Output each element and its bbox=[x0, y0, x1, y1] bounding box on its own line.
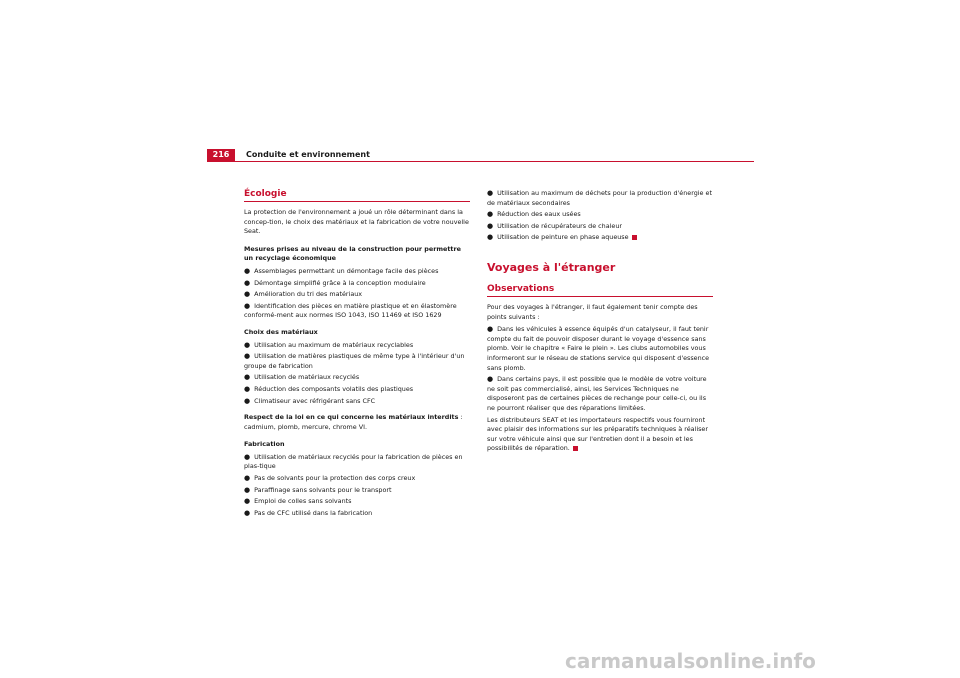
right-column bbox=[487, 189, 713, 457]
list-item: ● Réduction des eaux usées bbox=[487, 210, 581, 219]
bullet-icon: ● bbox=[244, 278, 251, 287]
chapter-header-title: Conduite et environnement bbox=[246, 150, 370, 159]
list-item: ● Assemblages permettant un démontage facile des pièces bbox=[244, 266, 439, 275]
bullet-icon: ● bbox=[244, 508, 251, 517]
bullet-icon: ● bbox=[244, 352, 251, 361]
bullet-icon: ● bbox=[487, 375, 494, 384]
bullet-icon: ● bbox=[244, 301, 251, 310]
list-item: ● Dans certains pays, il est possible que le modèle de votre voiture ne soit pas commercialisé, ainsi, les Services Techniques ne disposeront pas de certaines pièces de rechange pour celle-ci, ou ils ne pourront réaliser que des réparations limitées. bbox=[487, 375, 707, 412]
list-item: ● Utilisation au maximum de matériaux recyclables bbox=[244, 340, 414, 349]
bullet-icon: ● bbox=[244, 290, 251, 299]
list-item: ● Utilisation de matières plastiques de même type à l'intérieur d'un groupe de fabrication bbox=[244, 352, 465, 370]
list-item: ● Démontage simplifié grâce à la conception modulaire bbox=[244, 278, 426, 287]
respect-paragraph: Respect de la loi en ce qui concerne les matériaux interdits : cadmium, plomb, mercure, chrome VI. bbox=[244, 413, 463, 431]
list-item: ● Utilisation au maximum de déchets pour la production d'énergie et de matériaux secondaires bbox=[487, 189, 712, 207]
section-title-observations: Observations bbox=[487, 284, 713, 297]
bullet-icon: ● bbox=[244, 474, 251, 483]
list-item: ● Utilisation de matériaux recyclés bbox=[244, 373, 360, 382]
bullet-icon: ● bbox=[487, 189, 494, 197]
list-item: ● Utilisation de peinture en phase aqueuse bbox=[487, 233, 713, 243]
bullet-icon: ● bbox=[244, 485, 251, 494]
chapter-title-voyages: Voyages à l'étranger bbox=[487, 260, 616, 274]
group3-heading: Fabrication bbox=[244, 440, 285, 449]
bullet-icon: ● bbox=[487, 325, 494, 334]
watermark-text: carmanualsonline.info bbox=[565, 649, 816, 673]
list-item: ● Emploi de colles sans solvants bbox=[244, 497, 352, 506]
closing-paragraph: Les distributeurs SEAT et les importateurs respectifs vous fourniront avec plaisir des informations sur les préparatifs techniques à réaliser sur votre véhicule ainsi que sur l'entretien dont il a besoin et les possibilités de réparation. bbox=[487, 415, 708, 453]
bullet-icon: ● bbox=[244, 266, 251, 275]
bullet-icon: ● bbox=[487, 221, 494, 230]
section-end-icon bbox=[573, 446, 578, 451]
list-item: ● Réduction des composants volatils des plastiques bbox=[244, 384, 414, 393]
list-item: ● Climatiseur avec réfrigérant sans CFC bbox=[244, 396, 376, 405]
group2-heading: Choix des matériaux bbox=[244, 327, 318, 336]
bullet-icon: ● bbox=[244, 373, 251, 382]
bullet-icon: ● bbox=[244, 340, 251, 349]
bullet-icon: ● bbox=[487, 210, 494, 219]
left-column bbox=[244, 189, 470, 520]
list-item: ● Utilisation de matériaux recyclés pour la fabrication de pièces en plas-tique bbox=[244, 452, 463, 471]
bullet-icon: ● bbox=[244, 452, 251, 461]
page-number-tab: 216 bbox=[207, 149, 235, 161]
list-item: ● Dans les véhicules à essence équipés d'un catalyseur, il faut tenir compte du fait de pouvoir disposer durant le voyage d'essence sans plomb. Voir le chapitre « Faire le plein ». Les clubs automobiles vous informeront sur le réseau de stations service qui disposent d'essence sans plomb. bbox=[487, 325, 710, 372]
list-item: ● Amélioration du tri des matériaux bbox=[244, 290, 363, 299]
list-item: ● Utilisation de récupérateurs de chaleur bbox=[487, 221, 623, 230]
list-item: ● Paraffinage sans solvants pour le transport bbox=[244, 485, 392, 494]
bullet-icon: ● bbox=[244, 497, 251, 506]
intro-paragraph: La protection de l'environnement a joué un rôle déterminant dans la concep-tion, le choix des matériaux et la fabrication de votre nouvelle Seat. bbox=[244, 208, 469, 236]
group1-heading: Mesures prises au niveau de la construction pour permettre un recyclage économique bbox=[244, 244, 461, 263]
section-end-icon bbox=[632, 235, 637, 240]
bullet-icon: ● bbox=[487, 233, 494, 242]
bullet-icon: ● bbox=[244, 396, 251, 405]
list-item: ● Pas de CFC utilisé dans la fabrication bbox=[244, 508, 373, 517]
section-title-ecologie: Écologie bbox=[244, 189, 470, 202]
observations-intro: Pour des voyages à l'étranger, il faut également tenir compte des points suivants : bbox=[487, 302, 698, 321]
bullet-icon: ● bbox=[244, 384, 251, 393]
list-item: ● Identification des pièces en matière plastique et en élastomère conformé-ment aux normes ISO 1043, ISO 11469 et ISO 1629 bbox=[244, 301, 457, 320]
list-item: ● Pas de solvants pour la protection des corps creux bbox=[244, 474, 416, 483]
header-divider bbox=[207, 161, 754, 162]
